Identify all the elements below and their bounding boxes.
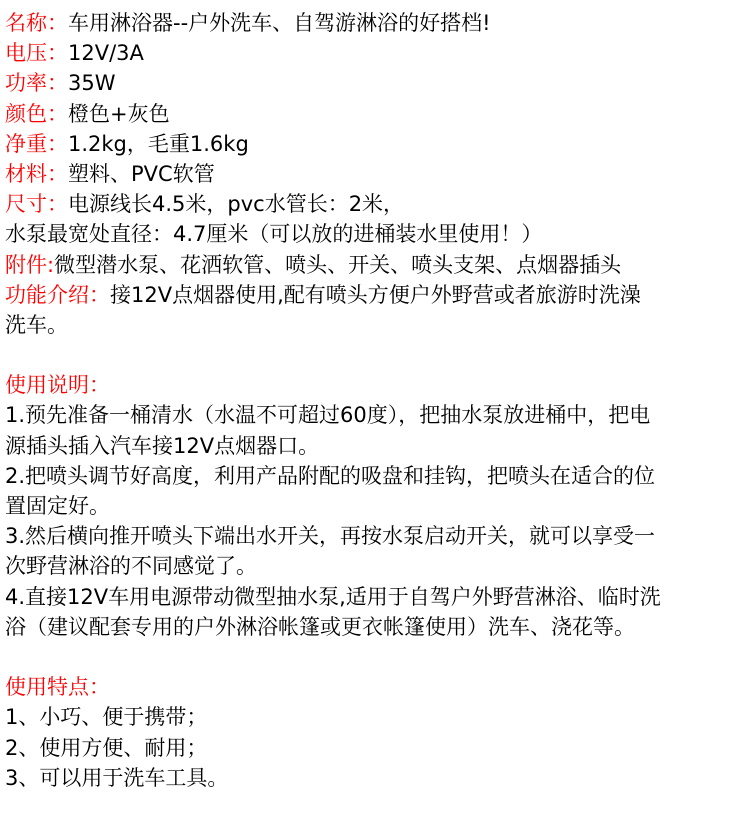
spec-key: 材料： [5,161,68,186]
spec-value: 12V/3A [68,41,144,66]
spec-key: 净重： [5,131,68,156]
spec-power [5,68,747,98]
feature-line: 3、可以用于洗车工具。 [5,765,229,790]
spec-accessories [5,250,747,280]
usage-line: 3.然后横向推开喷头下端出水开关，再按水泵启动开关，就可以享受一 [5,524,656,549]
spec-value: 35W [68,71,116,96]
spec-value: 橙色+灰色 [68,101,170,126]
spec-key: 功率： [5,71,68,96]
spec-size-continuation: 水泵最宽处直径：4.7厘米（可以放的进桶装水里使用！） [5,222,543,247]
spec-color [5,99,747,129]
usage-line: 4.直接12V车用电源带动微型抽水泵,适用于自驾户外野营淋浴、临时洗 [5,584,661,609]
spec-key: 名称： [5,11,68,35]
spec-weight [5,129,747,159]
spec-value: 接12V点烟器使用,配有喷头方便户外野营或者旅游时洗澡 [110,282,641,307]
product-description [5,8,747,793]
usage-line: 次野营淋浴的不同感觉了。 [5,554,257,579]
usage-line: 1.预先准备一桶清水（水温不可超过60度），把抽水泵放进桶中，把电 [5,403,651,428]
spacer [5,340,747,370]
usage-line: 源插头插入汽车接12V点烟器口。 [5,433,320,458]
features-title: 使用特点： [5,675,110,700]
spec-key: 颜色： [5,101,68,126]
spec-name [5,8,747,38]
spec-value: 电源线长4.5米，pvc水管长：2米， [68,192,405,217]
spec-material [5,159,747,189]
usage-title: 使用说明： [5,373,110,398]
usage-line: 2.把喷头调节好高度，利用产品附配的吸盘和挂钩，把喷头在适合的位 [5,463,656,488]
spec-value: 塑料、PVC软管 [68,161,215,186]
spec-function [5,280,747,310]
spec-value: 微型潜水泵、花洒软管、喷头、开关、喷头支架、点烟器插头 [54,252,622,277]
usage-line: 置固定好。 [5,494,110,518]
spec-key: 电压： [5,41,68,66]
spec-voltage [5,38,747,68]
spec-key: 功能介绍： [5,282,110,307]
usage-line: 浴（建议配套专用的户外淋浴帐篷或更衣帐篷使用）洗车、浇花等。 [5,614,635,639]
spec-function-continuation: 洗车。 [5,312,68,337]
spec-size [5,189,747,219]
spec-key: 尺寸： [5,192,68,217]
feature-line: 2、使用方便、耐用； [5,735,208,760]
spec-key: 附件: [5,252,55,277]
feature-line: 1、小巧、便于携带； [5,705,208,730]
spec-value: 1.2kg，毛重1.6kg [68,131,249,156]
spacer [5,642,747,672]
spec-value: 车用淋浴器--户外洗车、自驾游淋浴的好搭档! [68,11,491,35]
